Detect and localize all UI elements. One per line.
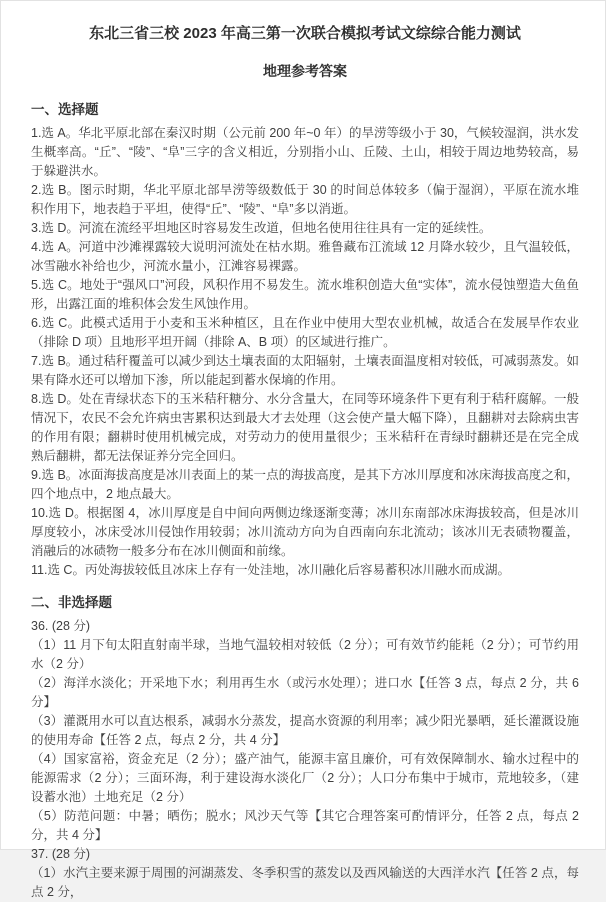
document-subtitle: 地理参考答案 (263, 63, 347, 79)
choice-answer-11: 11.选 C。丙处海拔较低且冰床上存有一处洼地，冰川融化后容易蓄积冰川融水而成湖。 (31, 563, 510, 577)
q36-answer-1: （1）11 月下旬太阳直射南半球，当地气温较相对较低（2 分）；可有效节约能耗（2 分）；可节约用水（2 分） (31, 638, 579, 671)
q36-answer-3: （3）灌溉用水可以直达根系，减弱水分蒸发，提高水资源的利用率；减少阳光暴晒，延长灌溉设施的使用寿命【任答 2 点，每点 2 分，共 4 分】 (31, 714, 579, 747)
choice-answer-5: 5.选 C。地处于“强风口”河段，风积作用不易发生。流水堆积创造大鱼“实体”，流水侵蚀塑造大鱼鱼形，出露江面的堆积体会发生风蚀作用。 (31, 278, 579, 311)
section-heading-non-choice: 二、非选择题 (31, 595, 112, 610)
choice-answer-3: 3.选 D。河流在流经平坦地区时容易发生改道，但地名使用往往具有一定的延续性。 (31, 221, 492, 235)
document-title: 东北三省三校 2023 年高三第一次联合模拟考试文综综合能力测试 (89, 25, 521, 42)
choice-answer-9: 9.选 B。冰面海拔高度是冰川表面上的某一点的海拔高度，是其下方冰川厚度和冰床海拔高度之和，四个地点中，2 地点最大。 (31, 468, 579, 501)
choice-answer-2: 2.选 B。图示时期，华北平原北部旱涝等级数低于 30 的时间总体较多（偏于湿润），平原在流水堆积作用下，地表趋于平坦，使得“丘”、“陵”、“阜”多以消逝。 (31, 183, 579, 216)
q36-answer-5: （5）防范问题：中暑；晒伤；脱水；风沙天气等【其它合理答案可酌情评分，任答 2 点，每点 2 分，共 4 分】 (31, 809, 579, 842)
choice-answer-6: 6.选 C。此模式适用于小麦和玉米种植区，且在作业中使用大型农业机械，故适合在发展旱作农业（排除 D 项）且地形平坦开阔（排除 A、B 项）的区域进行推广。 (31, 316, 579, 349)
choice-answer-10: 10.选 D。根据图 4，冰川厚度是自中间向两侧边缘逐渐变薄；冰川东南部冰床海拔较高，但是冰川厚度较小，冰床受冰川侵蚀作用较弱；冰川流动方向为自西南向东北流动；该冰川无表碛物覆盖，消融后的冰碛物一般多分布在冰川侧面和前缘。 (31, 506, 579, 558)
q37-answer-1: （1）水汽主要来源于周围的河湖蒸发、冬季积雪的蒸发以及西风输送的大西洋水汽【任答 2 点，每点 2 分， (31, 866, 579, 899)
choice-answer-4: 4.选 A。河道中沙滩裸露较大说明河流处在枯水期。雅鲁藏布江流域 12 月降水较少，且气温较低，冰雪融水补给也少，河流水量小，江滩容易裸露。 (31, 240, 579, 273)
q36-answer-2: （2）海洋水淡化；开采地下水；利用再生水（或污水处理）；进口水【任答 3 点，每点 2 分，共 6 分】 (31, 676, 579, 709)
choice-answer-1: 1.选 A。华北平原北部在秦汉时期（公元前 200 年~0 年）的旱涝等级小于 30，气候较湿润，洪水发生概率高。“丘”、“陵”、“阜”三字的含义相近，分别指小山、丘陵、土山，相较于周边地势较高，易于躲避洪水。 (31, 126, 579, 178)
question-37-number: 37. (28 分) (31, 847, 91, 861)
choice-answer-7: 7.选 B。通过秸秆覆盖可以减少到达土壤表面的太阳辐射，土壤表面温度相对较低，可减弱蒸发。如果有降水还可以增加下渗，所以能起到蓄水保墒的作用。 (31, 354, 579, 387)
choice-answer-8: 8.选 D。处在青绿状态下的玉米秸秆糖分、水分含量大，在同等环境条件下更有利于秸秆腐解。一般情况下，农民不会允许病虫害累积达到最大才去处理（这会使产量大幅下降），且翻耕对去除病虫害的作用有限；翻耕时使用机械完成，对劳动力的使用量很少；玉米秸秆在青绿时翻耕还是在完全成熟后翻耕，都无法保证养分完全回归。 (31, 392, 579, 463)
section-heading-multiple-choice: 一、选择题 (31, 102, 99, 117)
q36-answer-4: （4）国家富裕，资金充足（2 分）；盛产油气，能源丰富且廉价，可有效保障制水、输水过程中的能源需求（2 分）；三面环海，利于建设海水淡化厂（2 分）；人口分布集中于城市，荒地较多，（建设蓄水池）土地充足（2 分） (31, 752, 579, 804)
question-36-number: 36. (28 分) (31, 619, 91, 633)
